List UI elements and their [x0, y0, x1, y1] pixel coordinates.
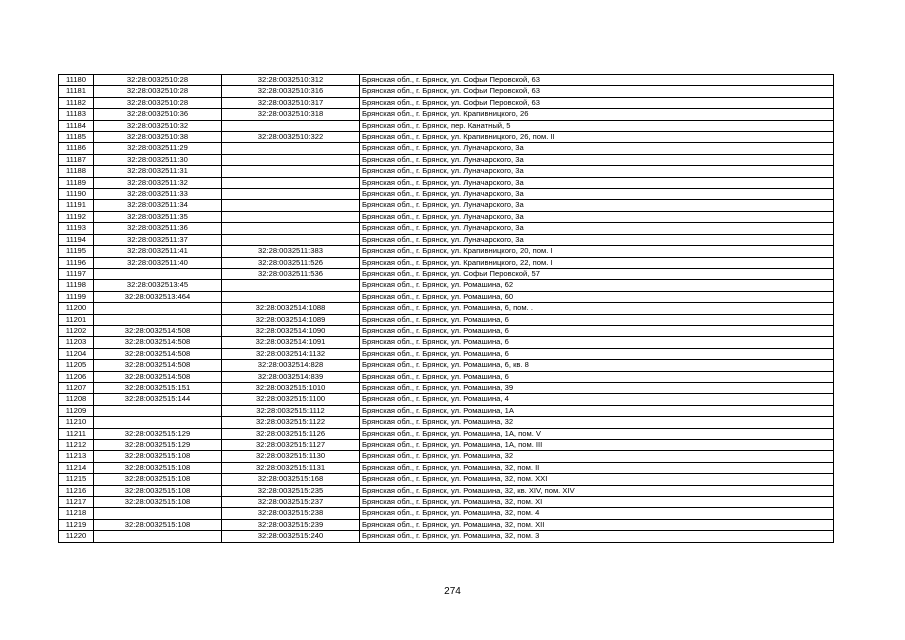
row-number-cell: 11203	[59, 337, 94, 348]
quarter-number-cell	[94, 508, 222, 519]
row-number-cell: 11205	[59, 360, 94, 371]
row-number-cell: 11180	[59, 75, 94, 86]
quarter-number-cell: 32:28:0032511:41	[94, 246, 222, 257]
cadastral-number-cell	[222, 234, 360, 245]
cadastral-number-cell: 32:28:0032514:1091	[222, 337, 360, 348]
row-number-cell: 11220	[59, 531, 94, 542]
address-cell: Брянская обл., г. Брянск, ул. Луначарского, 3а	[360, 200, 834, 211]
table-row	[59, 337, 834, 348]
quarter-number-cell: 32:28:0032515:108	[94, 474, 222, 485]
row-number-cell: 11188	[59, 166, 94, 177]
table-row	[59, 268, 834, 279]
quarter-number-cell: 32:28:0032515:108	[94, 462, 222, 473]
table-row	[59, 280, 834, 291]
cadastral-number-cell	[222, 189, 360, 200]
table-row	[59, 394, 834, 405]
cadastral-number-cell: 32:28:0032515:1010	[222, 382, 360, 393]
quarter-number-cell: 32:28:0032515:129	[94, 428, 222, 439]
table-row	[59, 132, 834, 143]
address-cell: Брянская обл., г. Брянск, пер. Канатный, 5	[360, 120, 834, 131]
address-cell: Брянская обл., г. Брянск, ул. Ромашина, 32	[360, 417, 834, 428]
cadastral-number-cell	[222, 154, 360, 165]
table-row	[59, 531, 834, 542]
row-number-cell: 11199	[59, 291, 94, 302]
table-row	[59, 360, 834, 371]
quarter-number-cell: 32:28:0032515:108	[94, 485, 222, 496]
table-row	[59, 75, 834, 86]
row-number-cell: 11209	[59, 405, 94, 416]
row-number-cell: 11210	[59, 417, 94, 428]
address-cell: Брянская обл., г. Брянск, ул. Ромашина, 32, пом. XII	[360, 519, 834, 530]
quarter-number-cell: 32:28:0032511:29	[94, 143, 222, 154]
address-cell: Брянская обл., г. Брянск, ул. Крапивницкого, 20, пом. I	[360, 246, 834, 257]
table-row	[59, 86, 834, 97]
table-row	[59, 428, 834, 439]
row-number-cell: 11194	[59, 234, 94, 245]
address-cell: Брянская обл., г. Брянск, ул. Ромашина, 6	[360, 337, 834, 348]
quarter-number-cell: 32:28:0032514:508	[94, 348, 222, 359]
row-number-cell: 11204	[59, 348, 94, 359]
cadastral-number-cell: 32:28:0032510:316	[222, 86, 360, 97]
address-cell: Брянская обл., г. Брянск, ул. Ромашина, 32, пом. 3	[360, 531, 834, 542]
row-number-cell: 11195	[59, 246, 94, 257]
address-cell: Брянская обл., г. Брянск, ул. Ромашина, 32, кв. XIV, пом. XIV	[360, 485, 834, 496]
cadastral-number-cell	[222, 211, 360, 222]
quarter-number-cell	[94, 531, 222, 542]
cadastral-number-cell: 32:28:0032514:839	[222, 371, 360, 382]
quarter-number-cell: 32:28:0032515:151	[94, 382, 222, 393]
row-number-cell: 11193	[59, 223, 94, 234]
address-cell: Брянская обл., г. Брянск, ул. Ромашина, 6, кв. 8	[360, 360, 834, 371]
table-row	[59, 257, 834, 268]
row-number-cell: 11183	[59, 109, 94, 120]
row-number-cell: 11217	[59, 497, 94, 508]
table-row	[59, 451, 834, 462]
cadastral-number-cell: 32:28:0032515:1126	[222, 428, 360, 439]
cadastral-number-cell	[222, 291, 360, 302]
row-number-cell: 11189	[59, 177, 94, 188]
address-cell: Брянская обл., г. Брянск, ул. Луначарского, 3а	[360, 223, 834, 234]
address-cell: Брянская обл., г. Брянск, ул. Софьи Перовской, 63	[360, 86, 834, 97]
row-number-cell: 11197	[59, 268, 94, 279]
cadastral-number-cell: 32:28:0032514:1088	[222, 303, 360, 314]
address-cell: Брянская обл., г. Брянск, ул. Софьи Перовской, 63	[360, 97, 834, 108]
row-number-cell: 11181	[59, 86, 94, 97]
cadastral-number-cell	[222, 223, 360, 234]
row-number-cell: 11213	[59, 451, 94, 462]
address-cell: Брянская обл., г. Брянск, ул. Луначарского, 3а	[360, 143, 834, 154]
address-cell: Брянская обл., г. Брянск, ул. Ромашина, 1А, пом. III	[360, 440, 834, 451]
quarter-number-cell: 32:28:0032510:38	[94, 132, 222, 143]
quarter-number-cell: 32:28:0032511:40	[94, 257, 222, 268]
table-row	[59, 485, 834, 496]
table-body	[59, 75, 834, 543]
cadastral-number-cell: 32:28:0032515:239	[222, 519, 360, 530]
address-cell: Брянская обл., г. Брянск, ул. Ромашина, 6	[360, 314, 834, 325]
row-number-cell: 11211	[59, 428, 94, 439]
address-cell: Брянская обл., г. Брянск, ул. Крапивницкого, 26	[360, 109, 834, 120]
table-row	[59, 120, 834, 131]
row-number-cell: 11196	[59, 257, 94, 268]
cadastral-table	[58, 74, 834, 543]
quarter-number-cell: 32:28:0032514:508	[94, 371, 222, 382]
cadastral-number-cell: 32:28:0032510:322	[222, 132, 360, 143]
quarter-number-cell: 32:28:0032511:37	[94, 234, 222, 245]
quarter-number-cell: 32:28:0032511:36	[94, 223, 222, 234]
address-cell: Брянская обл., г. Брянск, ул. Софьи Перовской, 63	[360, 75, 834, 86]
quarter-number-cell: 32:28:0032510:36	[94, 109, 222, 120]
address-cell: Брянская обл., г. Брянск, ул. Ромашина, 6, пом. .	[360, 303, 834, 314]
address-cell: Брянская обл., г. Брянск, ул. Ромашина, 4	[360, 394, 834, 405]
quarter-number-cell: 32:28:0032511:31	[94, 166, 222, 177]
row-number-cell: 11219	[59, 519, 94, 530]
row-number-cell: 11190	[59, 189, 94, 200]
row-number-cell: 11198	[59, 280, 94, 291]
quarter-number-cell	[94, 417, 222, 428]
cadastral-number-cell: 32:28:0032515:1127	[222, 440, 360, 451]
quarter-number-cell: 32:28:0032510:28	[94, 75, 222, 86]
cadastral-number-cell: 32:28:0032515:168	[222, 474, 360, 485]
cadastral-number-cell	[222, 280, 360, 291]
table-row	[59, 143, 834, 154]
table-row	[59, 440, 834, 451]
quarter-number-cell	[94, 405, 222, 416]
address-cell: Брянская обл., г. Брянск, ул. Ромашина, 60	[360, 291, 834, 302]
row-number-cell: 11218	[59, 508, 94, 519]
table-row	[59, 303, 834, 314]
table-row	[59, 109, 834, 120]
cadastral-number-cell	[222, 166, 360, 177]
address-cell: Брянская обл., г. Брянск, ул. Ромашина, 32, пом. XI	[360, 497, 834, 508]
cadastral-number-cell: 32:28:0032515:1131	[222, 462, 360, 473]
table-row	[59, 474, 834, 485]
row-number-cell: 11185	[59, 132, 94, 143]
address-cell: Брянская обл., г. Брянск, ул. Ромашина, 6	[360, 325, 834, 336]
row-number-cell: 11191	[59, 200, 94, 211]
cadastral-number-cell	[222, 177, 360, 188]
quarter-number-cell: 32:28:0032515:108	[94, 519, 222, 530]
quarter-number-cell: 32:28:0032514:508	[94, 337, 222, 348]
cadastral-number-cell: 32:28:0032511:526	[222, 257, 360, 268]
cadastral-number-cell: 32:28:0032515:238	[222, 508, 360, 519]
table-row	[59, 211, 834, 222]
quarter-number-cell	[94, 314, 222, 325]
address-cell: Брянская обл., г. Брянск, ул. Луначарского, 3а	[360, 189, 834, 200]
address-cell: Брянская обл., г. Брянск, ул. Крапивницкого, 26, пом. II	[360, 132, 834, 143]
table-row	[59, 223, 834, 234]
cadastral-number-cell	[222, 143, 360, 154]
table-row	[59, 462, 834, 473]
address-cell: Брянская обл., г. Брянск, ул. Луначарского, 3а	[360, 211, 834, 222]
quarter-number-cell: 32:28:0032515:144	[94, 394, 222, 405]
address-cell: Брянская обл., г. Брянск, ул. Ромашина, 1А	[360, 405, 834, 416]
table-row	[59, 200, 834, 211]
table-row	[59, 97, 834, 108]
cadastral-number-cell: 32:28:0032514:1090	[222, 325, 360, 336]
cadastral-number-cell: 32:28:0032514:1132	[222, 348, 360, 359]
cadastral-number-cell: 32:28:0032515:1122	[222, 417, 360, 428]
quarter-number-cell: 32:28:0032511:32	[94, 177, 222, 188]
quarter-number-cell: 32:28:0032514:508	[94, 325, 222, 336]
row-number-cell: 11201	[59, 314, 94, 325]
quarter-number-cell: 32:28:0032510:32	[94, 120, 222, 131]
address-cell: Брянская обл., г. Брянск, ул. Ромашина, 32, пом. 4	[360, 508, 834, 519]
quarter-number-cell: 32:28:0032511:33	[94, 189, 222, 200]
row-number-cell: 11192	[59, 211, 94, 222]
table-row	[59, 519, 834, 530]
quarter-number-cell: 32:28:0032513:464	[94, 291, 222, 302]
table-row	[59, 166, 834, 177]
cadastral-number-cell	[222, 120, 360, 131]
cadastral-number-cell: 32:28:0032510:312	[222, 75, 360, 86]
table-row	[59, 189, 834, 200]
row-number-cell: 11216	[59, 485, 94, 496]
row-number-cell: 11187	[59, 154, 94, 165]
address-cell: Брянская обл., г. Брянск, ул. Луначарского, 3а	[360, 177, 834, 188]
row-number-cell: 11208	[59, 394, 94, 405]
row-number-cell: 11214	[59, 462, 94, 473]
table-row	[59, 382, 834, 393]
table-row	[59, 508, 834, 519]
table-row	[59, 371, 834, 382]
cadastral-number-cell: 32:28:0032515:1112	[222, 405, 360, 416]
quarter-number-cell: 32:28:0032510:28	[94, 97, 222, 108]
row-number-cell: 11200	[59, 303, 94, 314]
address-cell: Брянская обл., г. Брянск, ул. Ромашина, 32	[360, 451, 834, 462]
quarter-number-cell	[94, 303, 222, 314]
cadastral-number-cell: 32:28:0032515:1100	[222, 394, 360, 405]
cadastral-number-cell: 32:28:0032515:240	[222, 531, 360, 542]
quarter-number-cell: 32:28:0032511:30	[94, 154, 222, 165]
row-number-cell: 11202	[59, 325, 94, 336]
table-row	[59, 497, 834, 508]
row-number-cell: 11207	[59, 382, 94, 393]
cadastral-number-cell: 32:28:0032515:1130	[222, 451, 360, 462]
row-number-cell: 11212	[59, 440, 94, 451]
table-row	[59, 314, 834, 325]
cadastral-number-cell: 32:28:0032511:383	[222, 246, 360, 257]
table-row	[59, 417, 834, 428]
address-cell: Брянская обл., г. Брянск, ул. Луначарского, 3а	[360, 166, 834, 177]
quarter-number-cell: 32:28:0032515:108	[94, 497, 222, 508]
row-number-cell: 11182	[59, 97, 94, 108]
quarter-number-cell: 32:28:0032515:129	[94, 440, 222, 451]
table-row	[59, 154, 834, 165]
row-number-cell: 11215	[59, 474, 94, 485]
quarter-number-cell: 32:28:0032514:508	[94, 360, 222, 371]
table-row	[59, 405, 834, 416]
quarter-number-cell: 32:28:0032515:108	[94, 451, 222, 462]
address-cell: Брянская обл., г. Брянск, ул. Ромашина, 6	[360, 348, 834, 359]
table-row	[59, 246, 834, 257]
row-number-cell: 11206	[59, 371, 94, 382]
cadastral-number-cell: 32:28:0032510:318	[222, 109, 360, 120]
cadastral-number-cell	[222, 200, 360, 211]
quarter-number-cell: 32:28:0032511:34	[94, 200, 222, 211]
address-cell: Брянская обл., г. Брянск, ул. Софьи Перовской, 57	[360, 268, 834, 279]
cadastral-number-cell: 32:28:0032514:1089	[222, 314, 360, 325]
cadastral-number-cell: 32:28:0032510:317	[222, 97, 360, 108]
cadastral-number-cell: 32:28:0032511:536	[222, 268, 360, 279]
quarter-number-cell: 32:28:0032511:35	[94, 211, 222, 222]
cadastral-number-cell: 32:28:0032514:828	[222, 360, 360, 371]
address-cell: Брянская обл., г. Брянск, ул. Ромашина, 6	[360, 371, 834, 382]
table-row	[59, 234, 834, 245]
quarter-number-cell	[94, 268, 222, 279]
table-row	[59, 325, 834, 336]
page-number: 274	[444, 586, 461, 597]
address-cell: Брянская обл., г. Брянск, ул. Луначарского, 3а	[360, 154, 834, 165]
quarter-number-cell: 32:28:0032510:28	[94, 86, 222, 97]
row-number-cell: 11186	[59, 143, 94, 154]
address-cell: Брянская обл., г. Брянск, ул. Ромашина, 62	[360, 280, 834, 291]
table-row	[59, 348, 834, 359]
cadastral-number-cell: 32:28:0032515:237	[222, 497, 360, 508]
quarter-number-cell: 32:28:0032513:45	[94, 280, 222, 291]
address-cell: Брянская обл., г. Брянск, ул. Луначарского, 3а	[360, 234, 834, 245]
address-cell: Брянская обл., г. Брянск, ул. Крапивницкого, 22, пом. I	[360, 257, 834, 268]
address-cell: Брянская обл., г. Брянск, ул. Ромашина, 1А, пом. V	[360, 428, 834, 439]
table-row	[59, 177, 834, 188]
address-cell: Брянская обл., г. Брянск, ул. Ромашина, 32, пом. II	[360, 462, 834, 473]
address-cell: Брянская обл., г. Брянск, ул. Ромашина, 39	[360, 382, 834, 393]
address-cell: Брянская обл., г. Брянск, ул. Ромашина, 32, пом. XXI	[360, 474, 834, 485]
cadastral-number-cell: 32:28:0032515:235	[222, 485, 360, 496]
row-number-cell: 11184	[59, 120, 94, 131]
table-row	[59, 291, 834, 302]
